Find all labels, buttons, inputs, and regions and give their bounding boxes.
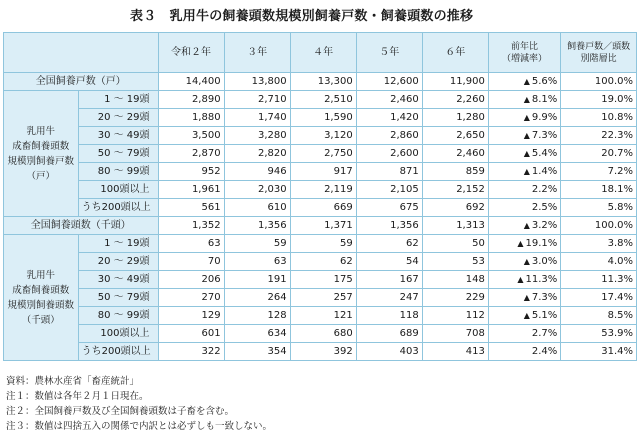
value-cell: 118 <box>356 307 422 325</box>
change-cell <box>488 271 560 289</box>
value-cell: 270 <box>158 289 224 307</box>
value-cell: 3,280 <box>224 127 290 145</box>
size-label: 100頭以上 <box>78 181 158 199</box>
value-cell: 561 <box>158 199 224 217</box>
share-cell: 20.7% <box>561 145 637 163</box>
share-cell: 53.9% <box>561 325 637 343</box>
share-cell: 17.4% <box>561 289 637 307</box>
value-cell: 121 <box>290 307 356 325</box>
table-row <box>4 163 637 181</box>
size-label: 50 ～ 79頭 <box>78 289 158 307</box>
size-label: 20 ～ 29頭 <box>78 109 158 127</box>
header-year: ６年 <box>422 33 488 73</box>
value-cell: 946 <box>224 163 290 181</box>
share-cell: 22.3% <box>561 127 637 145</box>
total-label: 全国飼養戸数（戸） <box>4 73 159 91</box>
share-cell: 19.0% <box>561 91 637 109</box>
value-cell: 264 <box>224 289 290 307</box>
header-row <box>4 33 637 73</box>
value-cell: 610 <box>224 199 290 217</box>
value-cell: 206 <box>158 271 224 289</box>
header-share-line1: 飼養戸数／頭数 <box>567 41 631 52</box>
change-cell <box>488 109 560 127</box>
change-cell <box>488 73 560 91</box>
share-cell: 100.0% <box>561 217 637 235</box>
change-value: 3.0% <box>531 256 558 267</box>
decrease-triangle-icon: ▲ <box>523 293 530 302</box>
statistics-table <box>3 32 637 361</box>
size-label: 30 ～ 49頭 <box>78 127 158 145</box>
table-row <box>4 181 637 199</box>
value-cell: 62 <box>290 253 356 271</box>
value-cell: 692 <box>422 199 488 217</box>
group-label-line: 規模別飼養頭数 <box>7 299 75 311</box>
value-cell: 62 <box>356 235 422 253</box>
value-cell: 917 <box>290 163 356 181</box>
size-label: 1 ～ 19頭 <box>78 91 158 109</box>
value-cell: 53 <box>422 253 488 271</box>
header-change <box>488 33 560 73</box>
header-change-line2: （増減率） <box>502 53 548 64</box>
value-cell: 167 <box>356 271 422 289</box>
value-cell: 354 <box>224 343 290 361</box>
value-cell: 1,356 <box>356 217 422 235</box>
value-cell: 2,152 <box>422 181 488 199</box>
size-label: 100頭以上 <box>78 325 158 343</box>
table-row <box>4 91 637 109</box>
header-year: 令和２年 <box>158 33 224 73</box>
total-row <box>4 73 637 91</box>
change-value: 7.3% <box>531 130 558 141</box>
header-year: ３年 <box>224 33 290 73</box>
table-body <box>4 33 637 361</box>
change-cell <box>488 145 560 163</box>
share-cell: 100.0% <box>561 73 637 91</box>
share-cell: 18.1% <box>561 181 637 199</box>
share-cell: 3.8% <box>561 235 637 253</box>
change-value: 2.4% <box>531 346 558 357</box>
value-cell: 128 <box>224 307 290 325</box>
change-cell <box>488 199 560 217</box>
decrease-triangle-icon: ▲ <box>517 239 524 248</box>
group-label-line: （戸） <box>26 170 56 182</box>
value-cell: 1,740 <box>224 109 290 127</box>
share-cell: 4.0% <box>561 253 637 271</box>
share-cell: 8.5% <box>561 307 637 325</box>
table-row <box>4 145 637 163</box>
value-cell: 2,870 <box>158 145 224 163</box>
share-cell: 5.8% <box>561 199 637 217</box>
value-cell: 2,260 <box>422 91 488 109</box>
value-cell: 708 <box>422 325 488 343</box>
share-cell: 10.8% <box>561 109 637 127</box>
change-value: 2.5% <box>531 202 558 213</box>
change-value: 5.4% <box>531 148 558 159</box>
value-cell: 2,119 <box>290 181 356 199</box>
size-label: うち200頭以上 <box>78 199 158 217</box>
value-cell: 2,890 <box>158 91 224 109</box>
value-cell: 392 <box>290 343 356 361</box>
value-cell: 1,590 <box>290 109 356 127</box>
value-cell: 2,710 <box>224 91 290 109</box>
group-label-line: 乳用牛 <box>26 125 56 137</box>
share-cell: 7.2% <box>561 163 637 181</box>
decrease-triangle-icon: ▲ <box>523 95 530 104</box>
value-cell: 2,860 <box>356 127 422 145</box>
value-cell: 63 <box>224 253 290 271</box>
value-cell: 675 <box>356 199 422 217</box>
change-value: 19.1% <box>525 238 558 249</box>
table-row <box>4 127 637 145</box>
decrease-triangle-icon: ▲ <box>523 167 530 176</box>
change-cell <box>488 217 560 235</box>
value-cell: 1,371 <box>290 217 356 235</box>
decrease-triangle-icon: ▲ <box>517 275 524 284</box>
change-cell <box>488 181 560 199</box>
change-value: 8.1% <box>531 94 558 105</box>
note-source: 資料：農林水産省「畜産統計」 <box>6 376 140 387</box>
table-row <box>4 343 637 361</box>
note-3: 注３：数値は四捨五入の関係で内訳とは必ずしも一致しない。 <box>6 421 273 432</box>
value-cell: 63 <box>158 235 224 253</box>
value-cell: 403 <box>356 343 422 361</box>
table-row <box>4 307 637 325</box>
value-cell: 148 <box>422 271 488 289</box>
value-cell: 601 <box>158 325 224 343</box>
decrease-triangle-icon: ▲ <box>523 77 530 86</box>
decrease-triangle-icon: ▲ <box>523 131 530 140</box>
header-year: ４年 <box>290 33 356 73</box>
decrease-triangle-icon: ▲ <box>523 149 530 158</box>
group-label-line: （千頭） <box>21 314 60 326</box>
value-cell: 3,500 <box>158 127 224 145</box>
value-cell: 2,820 <box>224 145 290 163</box>
table-row <box>4 253 637 271</box>
value-cell: 175 <box>290 271 356 289</box>
value-cell: 669 <box>290 199 356 217</box>
value-cell: 257 <box>290 289 356 307</box>
value-cell: 859 <box>422 163 488 181</box>
change-value: 1.4% <box>531 166 558 177</box>
size-label: 50 ～ 79頭 <box>78 145 158 163</box>
value-cell: 1,420 <box>356 109 422 127</box>
value-cell: 11,900 <box>422 73 488 91</box>
size-label: 20 ～ 29頭 <box>78 253 158 271</box>
value-cell: 2,030 <box>224 181 290 199</box>
table-row <box>4 235 637 253</box>
decrease-triangle-icon: ▲ <box>523 311 530 320</box>
change-cell <box>488 289 560 307</box>
value-cell: 70 <box>158 253 224 271</box>
size-label: 80 ～ 99頭 <box>78 307 158 325</box>
change-cell <box>488 163 560 181</box>
header-share-line2: 別階層比 <box>580 53 617 64</box>
table-title: 表３ 乳用牛の飼養頭数規模別飼養戸数・飼養頭数の推移 <box>130 9 474 24</box>
group-label-line: 成畜飼養頭数 <box>12 284 70 296</box>
header-share <box>561 33 637 73</box>
size-label: 80 ～ 99頭 <box>78 163 158 181</box>
value-cell: 129 <box>158 307 224 325</box>
change-cell <box>488 307 560 325</box>
decrease-triangle-icon: ▲ <box>523 221 530 230</box>
value-cell: 13,800 <box>224 73 290 91</box>
header-year: ５年 <box>356 33 422 73</box>
value-cell: 2,600 <box>356 145 422 163</box>
value-cell: 59 <box>290 235 356 253</box>
change-cell <box>488 127 560 145</box>
value-cell: 871 <box>356 163 422 181</box>
table-row <box>4 289 637 307</box>
header-change-line1: 前年比 <box>511 41 539 52</box>
change-cell <box>488 253 560 271</box>
change-value: 9.9% <box>531 112 558 123</box>
change-cell <box>488 235 560 253</box>
change-value: 5.1% <box>531 310 558 321</box>
value-cell: 1,356 <box>224 217 290 235</box>
size-label: 30 ～ 49頭 <box>78 271 158 289</box>
value-cell: 322 <box>158 343 224 361</box>
value-cell: 2,650 <box>422 127 488 145</box>
table-row <box>4 271 637 289</box>
value-cell: 1,352 <box>158 217 224 235</box>
change-cell <box>488 91 560 109</box>
value-cell: 54 <box>356 253 422 271</box>
value-cell: 2,750 <box>290 145 356 163</box>
value-cell: 952 <box>158 163 224 181</box>
group-label-line: 規模別飼養戸数 <box>7 155 75 167</box>
notes <box>6 374 272 434</box>
size-label: うち200頭以上 <box>78 343 158 361</box>
decrease-triangle-icon: ▲ <box>523 257 530 266</box>
table-row <box>4 109 637 127</box>
value-cell: 689 <box>356 325 422 343</box>
total-row <box>4 217 637 235</box>
change-value: 5.6% <box>531 76 558 87</box>
value-cell: 1,313 <box>422 217 488 235</box>
value-cell: 14,400 <box>158 73 224 91</box>
value-cell: 634 <box>224 325 290 343</box>
group-label <box>4 235 79 361</box>
value-cell: 680 <box>290 325 356 343</box>
share-cell: 31.4% <box>561 343 637 361</box>
value-cell: 1,880 <box>158 109 224 127</box>
note-1: 注１：数値は各年２月１日現在。 <box>6 391 149 402</box>
value-cell: 2,105 <box>356 181 422 199</box>
change-value: 3.2% <box>531 220 558 231</box>
header-corner <box>4 33 159 73</box>
value-cell: 1,280 <box>422 109 488 127</box>
group-label <box>4 91 79 217</box>
change-value: 2.2% <box>531 184 558 195</box>
value-cell: 59 <box>224 235 290 253</box>
change-cell <box>488 325 560 343</box>
value-cell: 413 <box>422 343 488 361</box>
size-label: 1 ～ 19頭 <box>78 235 158 253</box>
group-label-line: 成畜飼養頭数 <box>12 140 70 152</box>
note-2: 注２：全国飼養戸数及び全国飼養頭数は子畜を含む。 <box>6 406 235 417</box>
value-cell: 50 <box>422 235 488 253</box>
value-cell: 2,460 <box>356 91 422 109</box>
value-cell: 12,600 <box>356 73 422 91</box>
decrease-triangle-icon: ▲ <box>523 113 530 122</box>
value-cell: 1,961 <box>158 181 224 199</box>
table-row <box>4 325 637 343</box>
value-cell: 191 <box>224 271 290 289</box>
total-label: 全国飼養頭数（千頭） <box>4 217 159 235</box>
table-row <box>4 199 637 217</box>
value-cell: 229 <box>422 289 488 307</box>
value-cell: 2,510 <box>290 91 356 109</box>
change-value: 2.7% <box>531 328 558 339</box>
value-cell: 247 <box>356 289 422 307</box>
share-cell: 11.3% <box>561 271 637 289</box>
value-cell: 2,460 <box>422 145 488 163</box>
change-value: 11.3% <box>525 274 558 285</box>
value-cell: 13,300 <box>290 73 356 91</box>
change-value: 7.3% <box>531 292 558 303</box>
change-cell <box>488 343 560 361</box>
value-cell: 112 <box>422 307 488 325</box>
value-cell: 3,120 <box>290 127 356 145</box>
group-label-line: 乳用牛 <box>26 269 56 281</box>
